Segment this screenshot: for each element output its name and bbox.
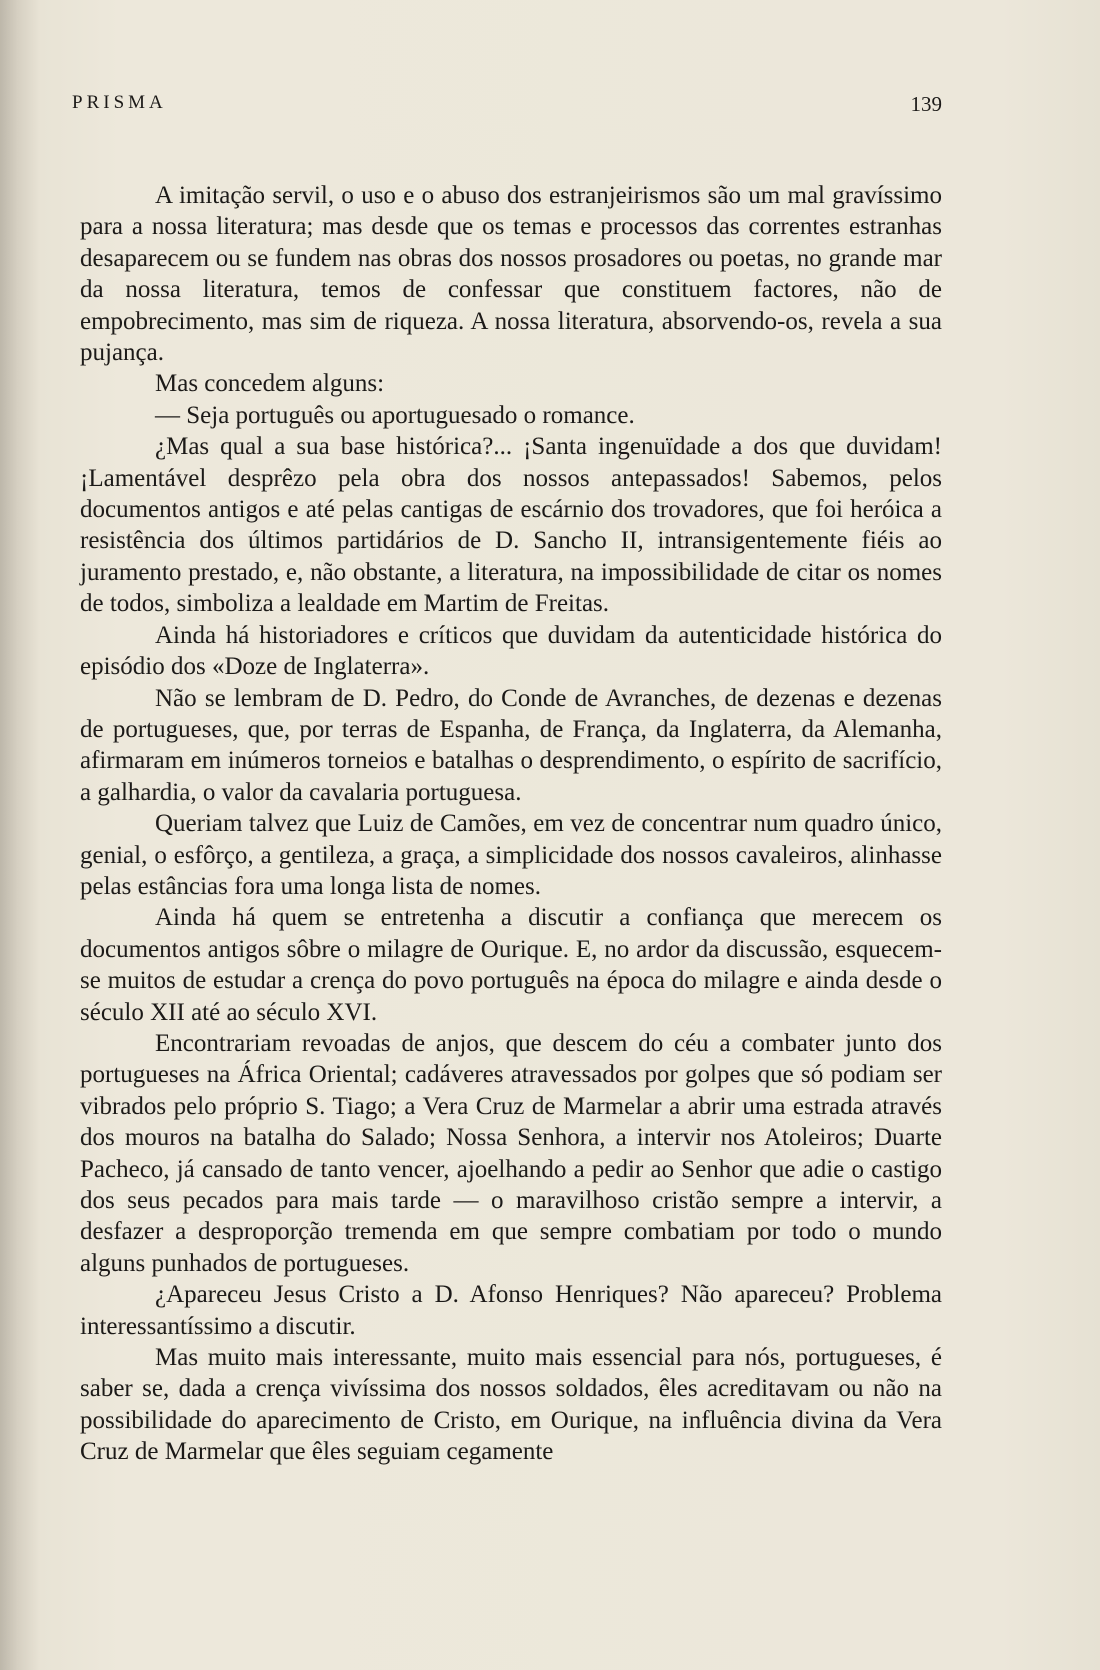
page-header bbox=[72, 92, 942, 122]
paragraph: Mas muito mais interessante, muito mais essencial para nós, portugueses, é saber se, dada a crença vivíssima dos nossos soldados, êles acreditavam ou não na possibilidade do aparecimento de Cristo, em Ourique, na influência divina da Vera Cruz de Marmelar que êles seguiam cegamente bbox=[80, 1344, 942, 1466]
paragraph: Ainda há historiadores e críticos que duvidam da autenticidade histórica do episódio dos «Doze de Inglaterra». bbox=[80, 621, 942, 681]
paragraph: Não se lembram de D. Pedro, do Conde de Avranches, de dezenas e dezenas de portugueses, que, por terras de Espanha, de França, da Inglaterra, da Alemanha, afirmaram em inúmeros torneios e batalhas o desprendimento, o espírito de sacrifício, a galhardia, o valor da cavalaria portuguesa. bbox=[80, 684, 942, 806]
paragraph: Ainda há quem se entretenha a discutir a confiança que merecem os documentos antigos sôbre o milagre de Ourique. E, no ardor da discussão, esquecem-se muitos de estudar a crença do povo português na época do milagre e ainda desde o século XII até ao século XVI. bbox=[80, 904, 942, 1026]
paragraph: Encontrariam revoadas de anjos, que descem do céu a combater junto dos portugueses na África Oriental; cadáveres atravessados por golpes que só podiam ser vibrados pelo próprio S. Tiago; a Vera Cruz de Marmelar a abrir uma estrada através dos mouros na batalha do Salado; Nossa Senhora, a intervir nos Atoleiros; Duarte Pacheco, já cansado de tanto vencer, ajoelhando a pedir ao Senhor que adie o castigo dos seus pecados para mais tarde — o maravilhoso cristão sempre a intervir, a desfazer a desproporção tremenda em que sempre combatiam por todo o mundo alguns punhados de portugueses. bbox=[80, 1029, 942, 1277]
paragraph: — Seja português ou aportuguesado o romance. bbox=[155, 401, 635, 429]
body-text bbox=[80, 180, 942, 1468]
paragraph: A imitação servil, o uso e o abuso dos estranjeirismos são um mal gravíssimo para a nossa literatura; mas desde que os temas e processos das correntes estranhas desaparecem ou se fundem nas obras dos nossos prosadores ou poetas, no grande mar da nossa literatura, temos de confessar que constituem factores, não de empobrecimento, mas sim de riqueza. A nossa literatura, absorvendo-os, revela a sua pujança. bbox=[80, 182, 942, 367]
paragraph: Mas concedem alguns: bbox=[155, 370, 385, 398]
paragraph: ¿Mas qual a sua base histórica?... ¡Santa ingenuïdade a dos que duvidam! ¡Lamentável desprêzo pela obra dos nossos antepassados! Sabemos, pelos documentos antigos e até pelas cantigas de escárnio dos trovadores, que foi heróica a resistência dos últimos partidários de D. Sancho II, intransigentemente fiéis ao juramento prestado, e, não obstante, a literatura, na impossibilidade de citar os nomes de todos, simboliza a lealdade em Martim de Freitas. bbox=[80, 433, 942, 618]
paragraph: Queriam talvez que Luiz de Camões, em vez de concentrar num quadro único, genial, o esfôrço, a gentileza, a graça, a simplicidade dos nossos cavaleiros, alinhasse pelas estâncias fora uma longa lista de nomes. bbox=[80, 810, 942, 900]
running-head: PRISMA bbox=[72, 92, 167, 113]
paragraph: ¿Apareceu Jesus Cristo a D. Afonso Henriques? Não apareceu? Problema interessantíssimo a discutir. bbox=[80, 1281, 942, 1340]
page-number: 139 bbox=[910, 92, 942, 116]
